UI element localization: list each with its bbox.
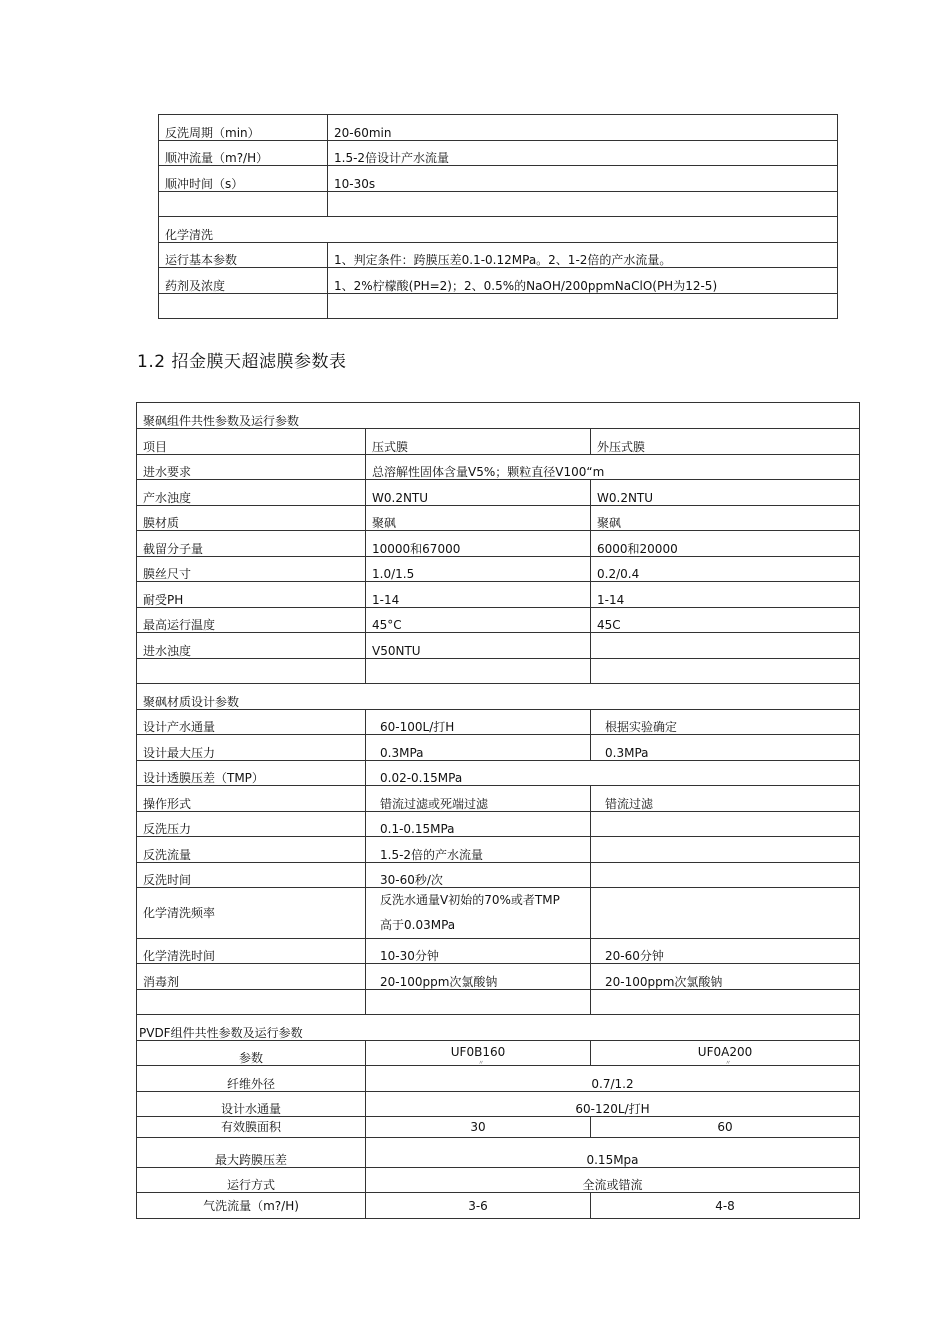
table-row	[137, 1041, 860, 1066]
row-label: 膜材质	[137, 506, 366, 531]
row-label: 化学清洗时间	[137, 939, 366, 964]
row-value: 0.15Mpa	[366, 1138, 860, 1168]
param-value: 20-60min	[328, 115, 838, 141]
row-value: 20-100ppm次氯酸钠	[366, 964, 591, 990]
table-row	[137, 1066, 860, 1092]
chem-freq-line1: 反洗水通量V初始的70%或者TMP	[380, 893, 560, 907]
polysulfone-common-header: 聚砜组件共性参数及运行参数	[137, 403, 860, 429]
table-row	[137, 761, 860, 786]
table-row	[159, 166, 838, 192]
row-value: 30-60秒/次	[366, 863, 591, 888]
row-label: 截留分子量	[137, 531, 366, 557]
row-value: 10-30分钟	[366, 939, 591, 964]
row-label: 最高运行温度	[137, 608, 366, 633]
pvdf-common-header: PVDF组件共性参数及运行参数	[137, 1015, 860, 1041]
row-value: 30	[366, 1117, 591, 1138]
row-value: 根据实验确定	[591, 710, 860, 735]
row-label: 项目	[137, 429, 366, 455]
chemical-cleaning-header: 化学清洗	[159, 217, 838, 243]
table-row	[159, 294, 838, 319]
table-row	[137, 531, 860, 557]
table-row	[159, 141, 838, 166]
row-label: 最大跨膜压差	[137, 1138, 366, 1168]
row-value: 错流过滤或死端过滤	[366, 786, 591, 812]
table-row	[159, 115, 838, 141]
row-label: 反洗压力	[137, 812, 366, 837]
row-value: 聚砜	[366, 506, 591, 531]
col-header-external-pressure: 外压式膜	[591, 429, 860, 455]
row-label: 进水要求	[137, 455, 366, 480]
row-value	[591, 863, 860, 888]
row-value: 0.3MPa	[366, 735, 591, 761]
row-value: 6000和20000	[591, 531, 860, 557]
table-row	[137, 455, 860, 480]
row-value: 总溶解性固体含量V5%；颗粒直径V100“m	[366, 455, 860, 480]
empty-cell	[137, 659, 366, 684]
table-row	[137, 429, 860, 455]
table-row	[137, 888, 860, 939]
row-value: 1-14	[366, 582, 591, 608]
table-row	[137, 557, 860, 582]
row-value: 全流或错流	[366, 1168, 860, 1193]
table-row	[137, 608, 860, 633]
row-label: 膜丝尺寸	[137, 557, 366, 582]
row-value: 错流过滤	[591, 786, 860, 812]
row-value: W0.2NTU	[366, 480, 591, 506]
row-value: 4-8	[591, 1193, 860, 1219]
backwash-table	[158, 114, 838, 319]
chem-freq-line2: 高于0.03MPa	[380, 918, 456, 932]
table-row	[159, 192, 838, 217]
table-row	[137, 786, 860, 812]
row-value: 10000和67000	[366, 531, 591, 557]
row-label: 反洗流量	[137, 837, 366, 863]
model-b-label: UF0A200	[697, 1045, 753, 1059]
table-row	[137, 1193, 860, 1219]
row-label: 纤维外径	[137, 1066, 366, 1092]
empty-cell	[328, 192, 838, 217]
table-row	[137, 735, 860, 761]
param-value: 1.5-2倍设计产水流量	[328, 141, 838, 166]
table-row	[137, 1168, 860, 1193]
row-value: 45C	[591, 608, 860, 633]
row-value: 1-14	[591, 582, 860, 608]
row-label: 设计透膜压差（TMP）	[137, 761, 366, 786]
row-label: 化学清洗频率	[137, 888, 366, 939]
table-row	[159, 243, 838, 268]
table-row	[137, 1092, 860, 1117]
row-value: V50NTU	[366, 633, 591, 659]
table-row	[137, 1138, 860, 1168]
row-label: 进水浊度	[137, 633, 366, 659]
param-label: 顺冲流量（m?/H）	[159, 141, 328, 166]
param-label: 顺冲时间（s）	[159, 166, 328, 192]
param-label: 运行基本参数	[159, 243, 328, 268]
row-label: 产水浊度	[137, 480, 366, 506]
empty-cell	[159, 192, 328, 217]
section-header-row	[137, 1015, 860, 1041]
col-header-pressure: 压式膜	[366, 429, 591, 455]
param-label: 反洗周期（min）	[159, 115, 328, 141]
table-row	[137, 506, 860, 531]
model-header-a	[366, 1041, 591, 1066]
row-value: 20-60分钟	[591, 939, 860, 964]
row-value: 0.7/1.2	[366, 1066, 860, 1092]
section-header-row	[137, 684, 860, 710]
row-label: 设计水通量	[137, 1092, 366, 1117]
row-value: 60-100L/打H	[366, 710, 591, 735]
row-value	[591, 812, 860, 837]
table-row	[137, 863, 860, 888]
row-value: 1.0/1.5	[366, 557, 591, 582]
model-a-label: UF0B160	[450, 1045, 506, 1059]
section-header-row	[159, 217, 838, 243]
row-value: 3-6	[366, 1193, 591, 1219]
empty-cell	[328, 294, 838, 319]
param-value: 1、判定条件：跨膜压差0.1-0.12MPa。2、1-2倍的产水流量。	[328, 243, 838, 268]
model-b-mark: 〃	[725, 1060, 732, 1067]
param-label: 药剂及浓度	[159, 268, 328, 294]
row-value: 20-100ppm次氯酸钠	[591, 964, 860, 990]
row-value: 60	[591, 1117, 860, 1138]
row-value: 45°C	[366, 608, 591, 633]
param-value: 10-30s	[328, 166, 838, 192]
table-row	[137, 964, 860, 990]
table-row	[137, 480, 860, 506]
row-value: 0.3MPa	[591, 735, 860, 761]
row-value: 1.5-2倍的产水流量	[366, 837, 591, 863]
section-header-row	[137, 403, 860, 429]
table-row	[137, 659, 860, 684]
row-value: 60-120L/打H	[366, 1092, 860, 1117]
row-label: 有效膜面积	[137, 1117, 366, 1138]
row-value: 0.2/0.4	[591, 557, 860, 582]
param-value: 1、2%柠檬酸(PH=2)；2、0.5%的NaOH/200ppmNaClO(PH为12-5)	[328, 268, 838, 294]
row-value	[591, 837, 860, 863]
row-label: 操作形式	[137, 786, 366, 812]
empty-cell	[591, 888, 860, 939]
row-value: 聚砜	[591, 506, 860, 531]
empty-cell	[366, 659, 591, 684]
table-row	[137, 582, 860, 608]
empty-cell	[159, 294, 328, 319]
table-row	[137, 633, 860, 659]
row-label: 耐受PH	[137, 582, 366, 608]
membrane-params-table	[136, 402, 860, 1219]
param-header: 参数	[137, 1041, 366, 1066]
row-value	[366, 888, 591, 939]
model-header-b	[591, 1041, 860, 1066]
row-value	[591, 633, 860, 659]
model-a-mark: 〃	[478, 1060, 485, 1067]
table-row	[137, 1117, 860, 1138]
table-row	[137, 812, 860, 837]
row-label: 反洗时间	[137, 863, 366, 888]
row-label: 气洗流量（m?/H)	[137, 1193, 366, 1219]
table-row	[137, 710, 860, 735]
table-row	[137, 939, 860, 964]
row-value: 0.1-0.15MPa	[366, 812, 591, 837]
row-label: 设计最大压力	[137, 735, 366, 761]
empty-cell	[366, 990, 591, 1015]
table-row	[159, 268, 838, 294]
empty-cell	[137, 990, 366, 1015]
row-value: W0.2NTU	[591, 480, 860, 506]
polysulfone-design-header: 聚砜材质设计参数	[137, 684, 860, 710]
empty-cell	[591, 659, 860, 684]
row-label: 消毒剂	[137, 964, 366, 990]
row-label: 设计产水通量	[137, 710, 366, 735]
section-heading: 1.2 招金膜天超滤膜参数表	[137, 352, 347, 372]
row-label: 运行方式	[137, 1168, 366, 1193]
empty-cell	[591, 990, 860, 1015]
table-row	[137, 990, 860, 1015]
table-row	[137, 837, 860, 863]
row-value: 0.02-0.15MPa	[366, 761, 860, 786]
